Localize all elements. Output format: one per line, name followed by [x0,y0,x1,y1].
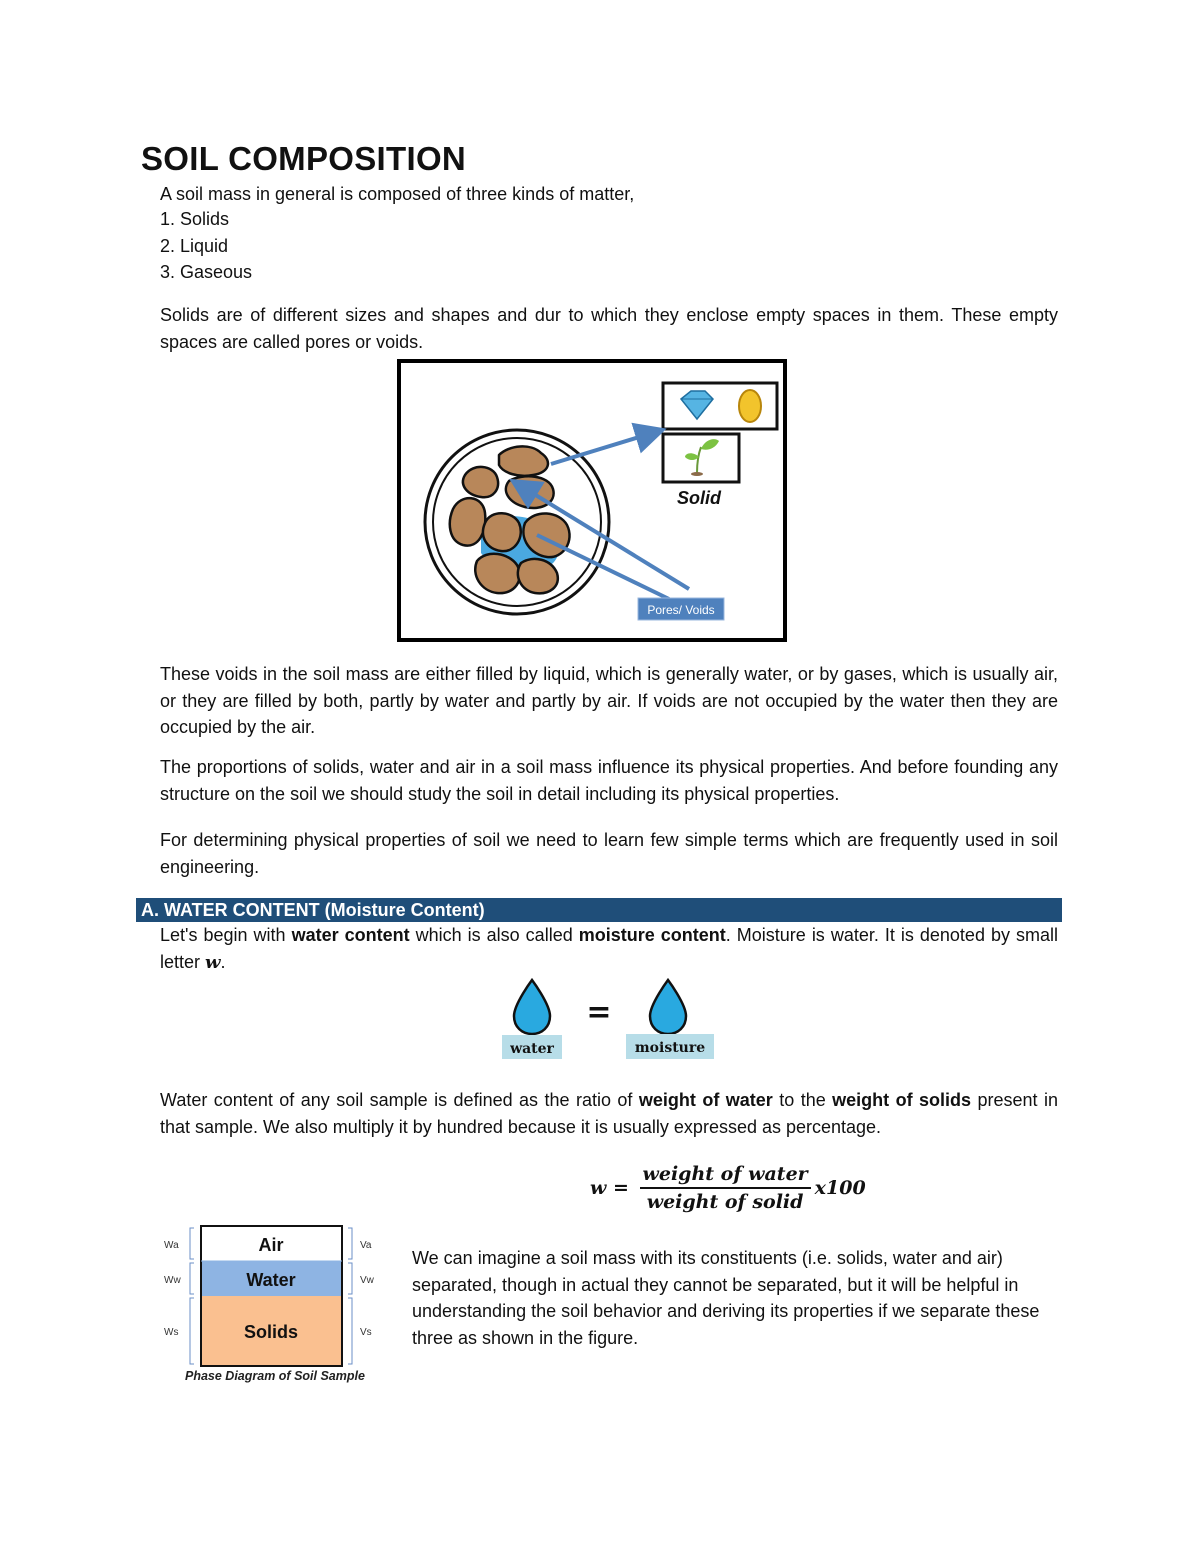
paragraph-terms: For determining physical properties of soil we need to learn few simple terms which are frequently used in soil engineering. [160,830,1058,877]
soil-particle [518,559,558,593]
term-moisture-content: moisture content [578,925,726,945]
formula-numerator: weight of water [640,1163,811,1189]
paragraph-proportions: The proportions of solids, water and air in a soil mass influence its physical properties. And before founding any structure on the soil we should study the soil in detail including its physical properties. [160,757,1058,804]
intro-text: A soil mass in general is composed of three kinds of matter, [160,184,635,204]
water-moisture-figure [500,974,720,1064]
pores-label: Pores/ Voids [647,603,715,617]
water-equals-moisture [500,974,720,1064]
paragraph-water-content-intro: Let's begin with water content which is also called moisture content. Moisture is water. It is denoted by small letter w. [160,925,1058,973]
paragraph-water-content-definition: Water content of any soil sample is defined as the ratio of weight of water to the weight of solids present in that sample. We also multiply it by hundred because it is usually expressed as percentage. [160,1090,1058,1137]
paragraph-voids: These voids in the soil mass are either filled by liquid, which is generally water, or by gases, which is usually air, or they are filled by both, partly by water and partly by air. If voids are not occupied by the water then they are occupied by the air. [160,664,1058,737]
soil-particle [483,513,521,551]
banner-title: A. WATER CONTENT [141,900,320,920]
page-title: SOIL COMPOSITION [141,140,467,177]
list-item: 1. Solids [160,209,230,229]
matter-list [160,206,252,286]
volume-solids-label: Vs [360,1327,372,1338]
soil-pores-illustration [401,363,783,638]
water-label: water [510,1041,554,1057]
air-label: Air [258,1235,284,1255]
water-phase-label: Water [246,1270,296,1290]
banner-subtitle: (Moisture Content) [324,900,485,920]
term-water-content: water content [291,925,410,945]
term-weight-of-water: weight of water [638,1090,773,1110]
volume-water-label: Vw [360,1275,374,1286]
equals-sign: = [586,995,612,1030]
moisture-drop-icon [650,980,686,1034]
soil-pores-figure [397,359,787,642]
weight-water-label: Ww [164,1275,181,1286]
formula-fraction [640,1163,811,1213]
soil-particle [450,498,485,545]
formula-multiplier: x100 [814,1177,866,1199]
phase-diagram [160,1220,380,1370]
volume-air-label: Va [360,1240,372,1251]
water-drop-icon [514,980,550,1034]
formula-denominator: weight of solid [646,1191,804,1213]
solid-label: Solid [677,488,721,508]
paragraph-solids: Solids are of different sizes and shapes and dur to which they enclose empty spaces in them. These empty spaces are called pores or voids. [160,305,1058,352]
solids-phase-label: Solids [243,1322,299,1342]
weight-solids-label: Ws [164,1327,179,1338]
symbol-w: w [205,951,221,973]
moisture-label: moisture [634,1040,706,1056]
soil-particle [475,554,520,593]
phase-diagram-svg [160,1220,380,1370]
section-banner-water-content [136,898,1062,922]
formula-lhs: w = [590,1177,629,1199]
weight-air-label: Wa [164,1240,179,1251]
paragraph-imagine: We can imagine a soil mass with its constituents (i.e. solids, water and air) separated, though in actual they cannot be separated, but it will be helpful in understanding the soil behavior and deriving its properties if we separate these three as shown in the figure. [412,1248,1040,1348]
term-weight-of-solids: weight of solids [832,1090,972,1110]
gold-coin-icon [739,390,761,422]
soil-particle [463,467,498,497]
list-item: 3. Gaseous [160,262,253,283]
list-item: 2. Liquid [160,235,229,256]
phase-diagram-caption: Phase Diagram of Soil Sample [185,1369,365,1383]
water-content-formula [590,1163,866,1213]
